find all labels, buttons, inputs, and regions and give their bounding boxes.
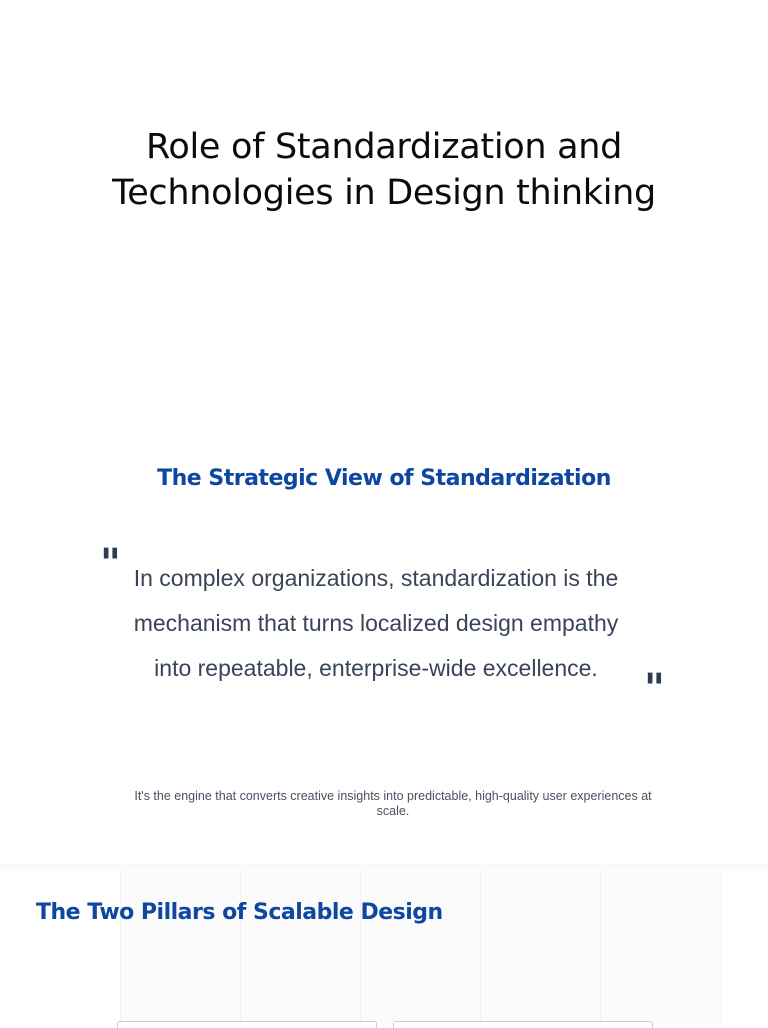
- pillar-card-1: [117, 1021, 377, 1028]
- background-column: [600, 870, 722, 1024]
- strategy-heading: The Strategic View of Standardization: [157, 466, 611, 491]
- main-title-line-2: Technologies in Design thinking: [112, 173, 656, 213]
- close-quote-icon: ": [644, 665, 665, 712]
- background-column: [120, 870, 242, 1024]
- pillars-slide: [0, 864, 768, 1024]
- background-column: [360, 870, 482, 1024]
- strategy-quote: In complex organizations, standardization is the mechanism that turns localized design empathy into repeatable, enterprise-wide excellence.: [133, 565, 619, 681]
- background-column: [240, 870, 362, 1024]
- main-title: [40, 124, 728, 216]
- pillars-heading: The Two Pillars of Scalable Design: [36, 900, 443, 925]
- main-title-line-1: Role of Standardization and: [145, 127, 623, 167]
- open-quote-icon: ": [100, 540, 121, 587]
- title-slide: [0, 0, 768, 432]
- pillar-card-2: [393, 1021, 653, 1028]
- strategy-subtext: It's the engine that converts creative insights into predictable, high-quality user experiences at scale.: [134, 789, 652, 818]
- background-column: [480, 870, 602, 1024]
- strategy-slide: [0, 432, 768, 864]
